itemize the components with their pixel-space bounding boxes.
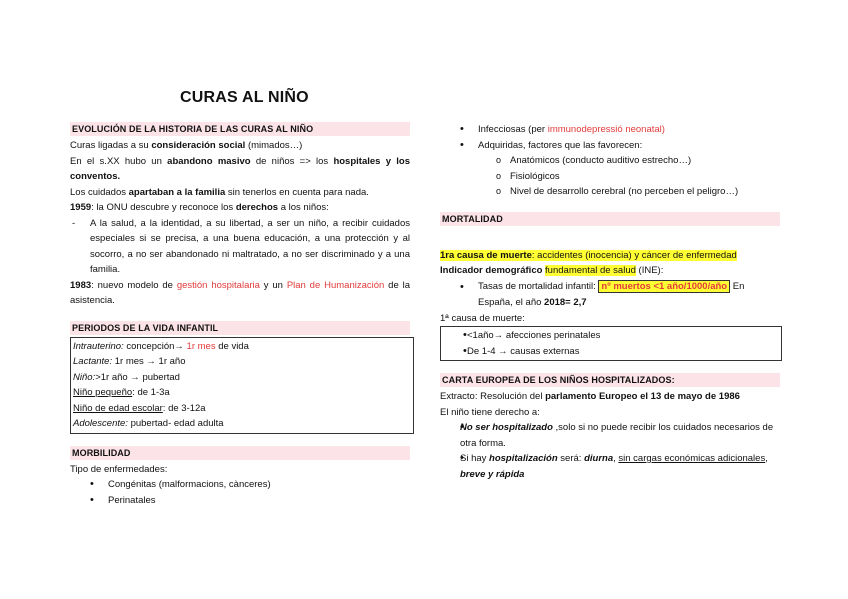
text: y un	[259, 279, 287, 291]
text-bold-italic: hospitalización	[489, 453, 558, 464]
text-bold: abandono masivo	[167, 155, 251, 167]
right-column	[440, 122, 780, 482]
text-underline: Niño pequeño	[73, 387, 133, 398]
text-bold: 1959	[70, 202, 92, 213]
text: En	[730, 280, 745, 292]
list-item: • <1año→ afecciones perinatales	[443, 328, 779, 344]
text-red: 1r mes	[186, 340, 216, 352]
text: : de 3-12a	[162, 402, 206, 414]
paragraph	[70, 138, 410, 154]
text: Si hay	[460, 453, 490, 464]
list-item	[440, 122, 780, 138]
text-bold-italic: breve y rápida	[460, 468, 525, 480]
text: ,solo si no puede recibir los cuidados necesarios de otra forma.	[460, 422, 774, 449]
period-row	[73, 401, 411, 417]
paragraph	[70, 154, 410, 185]
list-item: o Fisiológicos	[440, 169, 780, 185]
paragraph: El niño tiene derecho a:	[440, 406, 540, 418]
text: En el s.XX hubo un	[70, 155, 168, 167]
period-row	[73, 354, 411, 370]
causes-box	[440, 326, 782, 361]
text: (mimados…)	[245, 140, 303, 151]
text-italic: Adolescente:	[73, 418, 128, 429]
list-item: o Anatómicos (conducto auditivo estrecho…)	[440, 153, 780, 169]
text-bold: derechos	[235, 202, 279, 213]
text-italic: Niño:	[73, 371, 96, 383]
list-item	[440, 451, 780, 482]
paragraph	[440, 389, 780, 405]
text-underline: sin cargas económicas adicionales	[618, 453, 766, 464]
text: concepción→	[123, 340, 187, 352]
text: 1r mes → 1r año	[112, 356, 186, 367]
text: Curas ligadas a su	[70, 140, 152, 151]
section-heading-evolucion: EVOLUCIÓN DE LA HISTORIA DE LAS CURAS AL NIÑO	[70, 122, 410, 136]
text-highlight-boxed: nº muertos <1 año/1000/año	[598, 280, 730, 293]
period-row	[73, 416, 411, 432]
text-bold-italic: diurna	[584, 453, 614, 464]
text: de vida	[215, 340, 249, 352]
text-italic: Intrauterino:	[73, 340, 124, 352]
text-bold: hospitales y los conventos.	[70, 155, 410, 182]
text: : nuevo modelo de	[91, 279, 177, 291]
section-heading-morbilidad: MORBILIDAD	[70, 446, 410, 460]
paragraph	[70, 185, 410, 201]
text: de la asistencia.	[70, 279, 410, 306]
text-bold: parlamento Europeo el 13 de mayo de 1986	[545, 391, 740, 402]
text-bold: 2018= 2,7	[544, 296, 587, 308]
text-highlight: : accidentes (inocencia) y cáncer de enfermedad	[531, 249, 737, 261]
text: España, el año	[478, 296, 545, 308]
section-heading-mortalidad: MORTALIDAD	[440, 212, 780, 226]
text-highlight: fundamental de salud	[545, 265, 636, 276]
text: será:	[557, 453, 585, 464]
period-row	[73, 339, 411, 355]
text: Infecciosas (per	[478, 124, 548, 135]
text: : la ONU descubre y reconoce los	[91, 202, 236, 213]
text: a los niños:	[278, 202, 329, 213]
list-item: - A la salud, a la identidad, a su libertad, a ser un niño, a recibir cuidados especiales si se precisa, a una buena educación, a una protección y al socorro, a no ser abandonado ni maltratado, a no ser discriminado y a una familia.	[70, 216, 410, 278]
text-highlight: 1ra causa de muerte	[440, 249, 532, 261]
periods-box	[70, 337, 414, 434]
paragraph	[70, 200, 410, 216]
text: ,	[765, 453, 768, 464]
list-item	[440, 420, 780, 451]
rights-list	[70, 216, 410, 278]
text: Extracto: Resolución del	[440, 391, 546, 402]
list-item: o Nivel de desarrollo cerebral (no perceben el peligro…)	[440, 184, 780, 200]
list-item: • De 1-4 → causas externas	[443, 344, 779, 360]
period-row	[73, 370, 411, 386]
disease-list-continued	[440, 122, 780, 153]
text: (INE):	[635, 265, 664, 276]
paragraph: Tipo de enfermedades:	[70, 463, 168, 475]
text-bold: consideración social	[151, 140, 246, 151]
text-red: immunodepressió neonatal)	[547, 124, 665, 135]
text: Tasas de mortalidad infantil:	[478, 280, 599, 292]
disease-list	[70, 477, 410, 508]
period-row	[73, 385, 411, 401]
text: sin tenerlos en cuenta para nada.	[225, 186, 369, 198]
causes-list	[443, 328, 779, 359]
text: >1r año → pubertad	[95, 371, 180, 383]
text: de niños => los	[250, 155, 334, 167]
paragraph	[440, 248, 780, 264]
page-title: CURAS AL NIÑO	[180, 89, 309, 106]
text-bold-italic: No ser hospitalizado	[460, 422, 553, 433]
text-bold: Indicador demográfico	[440, 265, 546, 276]
section-heading-carta: CARTA EUROPEA DE LOS NIÑOS HOSPITALIZADOS:	[440, 373, 780, 387]
text-red: gestión hospitalaria	[176, 279, 260, 291]
text-red: Plan de Humanización	[286, 279, 385, 291]
rights-list	[440, 420, 780, 482]
text: ,	[613, 453, 619, 464]
list-item: • Congénitas (malformacions, cànceres)	[70, 477, 410, 493]
text-italic: Lactante:	[73, 356, 113, 367]
list-item: • Adquiridas, factores que las favorecen:	[440, 138, 780, 154]
paragraph	[440, 263, 780, 279]
text: Los cuidados	[70, 186, 129, 198]
text-bold: apartaban a la familia	[128, 186, 226, 198]
section-heading-periodos: PERIODOS DE LA VIDA INFANTIL	[70, 321, 410, 335]
mortality-list	[440, 279, 780, 311]
text-underline: Niño de edad escolar	[73, 402, 163, 414]
text-bold: 1983	[70, 279, 92, 291]
text: pubertad- edad adulta	[127, 418, 224, 429]
factor-list	[440, 153, 780, 200]
left-column	[70, 122, 410, 508]
text: : de 1-3a	[132, 387, 170, 398]
paragraph	[70, 278, 410, 309]
list-item: • Perinatales	[70, 493, 410, 509]
paragraph: 1ª causa de muerte:	[440, 312, 525, 324]
list-item	[440, 279, 780, 311]
